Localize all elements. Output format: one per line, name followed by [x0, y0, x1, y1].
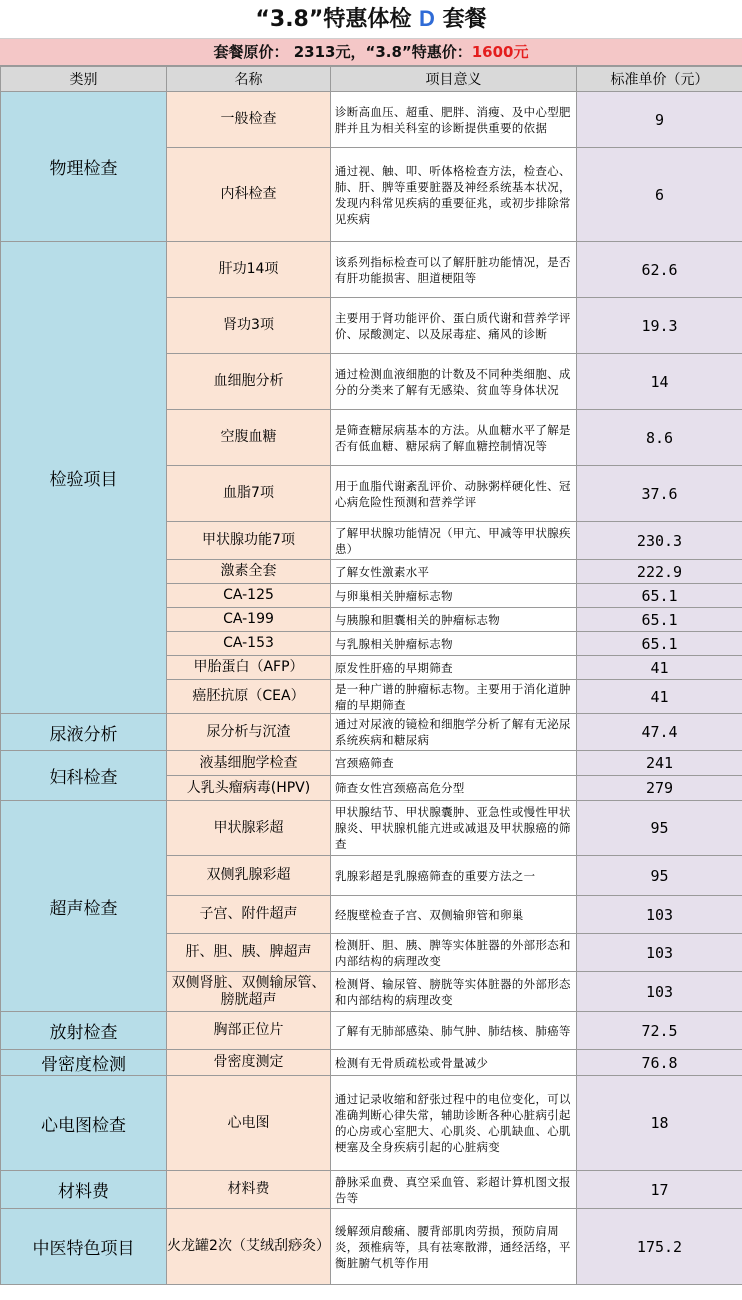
- item-price-cell: 47.4: [577, 714, 742, 751]
- item-name-cell: 激素全套: [167, 560, 331, 584]
- table-row: [1, 92, 742, 148]
- table-row: [1, 1012, 742, 1050]
- item-meaning-cell: 检测有无骨质疏松或骨量减少: [331, 1050, 577, 1076]
- item-name-cell: 血细胞分析: [167, 354, 331, 410]
- title-package-letter: D: [419, 6, 435, 31]
- item-meaning-cell: 与卵巢相关肿瘤标志物: [331, 584, 577, 608]
- item-meaning-cell: 了解甲状腺功能情况（甲亢、甲减等甲状腺疾患）: [331, 522, 577, 560]
- item-name-cell: CA-125: [167, 584, 331, 608]
- item-meaning-cell: 了解女性激素水平: [331, 560, 577, 584]
- item-meaning-cell: 经腹壁检查子宫、双侧输卵管和卵巢: [331, 896, 577, 934]
- item-price-cell: 65.1: [577, 632, 742, 656]
- item-price-cell: 8.6: [577, 410, 742, 466]
- price-summary: [0, 39, 742, 66]
- item-price-cell: 65.1: [577, 608, 742, 632]
- category-cell: 骨密度检测: [1, 1050, 167, 1076]
- table-row: [1, 751, 742, 776]
- item-price-cell: 62.6: [577, 242, 742, 298]
- item-meaning-cell: 宫颈癌筛查: [331, 751, 577, 776]
- item-name-cell: 子宫、附件超声: [167, 896, 331, 934]
- item-price-cell: 19.3: [577, 298, 742, 354]
- item-meaning-cell: 缓解颈肩酸痛、腰背部肌肉劳损，预防肩周炎，颈椎病等，具有祛寒散滞，通经活络，平衡脏腑气机等作用: [331, 1209, 577, 1285]
- category-cell: 妇科检查: [1, 751, 167, 801]
- item-meaning-cell: 通过检测血液细胞的计数及不同种类细胞、成分的分类来了解有无感染、贫血等身体状况: [331, 354, 577, 410]
- item-meaning-cell: 原发性肝癌的早期筛查: [331, 656, 577, 680]
- item-meaning-cell: 了解有无肺部感染、肺气肿、肺结核、肺癌等: [331, 1012, 577, 1050]
- package-table: [0, 66, 742, 1285]
- table-row: [1, 714, 742, 751]
- item-price-cell: 103: [577, 934, 742, 972]
- item-name-cell: 甲状腺功能7项: [167, 522, 331, 560]
- item-name-cell: 人乳头瘤病毒(HPV): [167, 776, 331, 801]
- item-price-cell: 103: [577, 972, 742, 1012]
- item-price-cell: 41: [577, 656, 742, 680]
- item-price-cell: 103: [577, 896, 742, 934]
- item-price-cell: 72.5: [577, 1012, 742, 1050]
- item-price-cell: 279: [577, 776, 742, 801]
- table-header-row: [1, 67, 742, 92]
- item-meaning-cell: 筛查女性宫颈癌高危分型: [331, 776, 577, 801]
- item-meaning-cell: 与胰腺和胆囊相关的肿瘤标志物: [331, 608, 577, 632]
- category-cell: 材料费: [1, 1171, 167, 1209]
- table-row: [1, 801, 742, 856]
- item-name-cell: 一般检查: [167, 92, 331, 148]
- item-meaning-cell: 检测肝、胆、胰、脾等实体脏器的外部形态和内部结构的病理改变: [331, 934, 577, 972]
- item-meaning-cell: 主要用于肾功能评价、蛋白质代谢和营养学评价、尿酸测定、以及尿毒症、痛风的诊断: [331, 298, 577, 354]
- table-row: [1, 242, 742, 298]
- item-price-cell: 241: [577, 751, 742, 776]
- item-meaning-cell: 是一种广谱的肿瘤标志物。主要用于消化道肿瘤的早期筛查: [331, 680, 577, 714]
- item-price-cell: 18: [577, 1076, 742, 1171]
- item-price-cell: 95: [577, 856, 742, 896]
- category-cell: 放射检查: [1, 1012, 167, 1050]
- table-row: [1, 1076, 742, 1171]
- table-row: [1, 1171, 742, 1209]
- item-meaning-cell: 静脉采血费、真空采血管、彩超计算机图文报告等: [331, 1171, 577, 1209]
- table-body: [1, 92, 742, 1285]
- item-name-cell: CA-153: [167, 632, 331, 656]
- item-name-cell: 肾功3项: [167, 298, 331, 354]
- title-suffix: 套餐: [442, 7, 487, 32]
- item-name-cell: 胸部正位片: [167, 1012, 331, 1050]
- col-header-price: 标准单价（元）: [577, 67, 742, 92]
- item-price-cell: 37.6: [577, 466, 742, 522]
- item-name-cell: 内科检查: [167, 148, 331, 242]
- item-name-cell: 骨密度测定: [167, 1050, 331, 1076]
- item-price-cell: 175.2: [577, 1209, 742, 1285]
- col-header-meaning: 项目意义: [331, 67, 577, 92]
- item-name-cell: 材料费: [167, 1171, 331, 1209]
- item-meaning-cell: 通过视、触、叩、听体格检查方法，检查心、肺、肝、脾等重要脏器及神经系统基本状况，发现内科常见疾病的重要征兆，或初步排除常见疾病: [331, 148, 577, 242]
- item-meaning-cell: 是筛查糖尿病基本的方法。从血糖水平了解是否有低血糖、糖尿病了解血糖控制情况等: [331, 410, 577, 466]
- table-row: [1, 1050, 742, 1076]
- category-cell: 中医特色项目: [1, 1209, 167, 1285]
- item-meaning-cell: 甲状腺结节、甲状腺囊肿、亚急性或慢性甲状腺炎、甲状腺机能亢进或减退及甲状腺癌的筛查: [331, 801, 577, 856]
- item-name-cell: 火龙罐2次（艾绒刮痧灸）: [167, 1209, 331, 1285]
- item-name-cell: 血脂7项: [167, 466, 331, 522]
- item-name-cell: 肝、胆、胰、脾超声: [167, 934, 331, 972]
- promo-price: 1600元: [471, 43, 529, 61]
- item-meaning-cell: 与乳腺相关肿瘤标志物: [331, 632, 577, 656]
- item-name-cell: 双侧肾脏、双侧输尿管、膀胱超声: [167, 972, 331, 1012]
- table-row: [1, 1209, 742, 1285]
- item-name-cell: 心电图: [167, 1076, 331, 1171]
- item-price-cell: 222.9: [577, 560, 742, 584]
- item-price-cell: 76.8: [577, 1050, 742, 1076]
- category-cell: 物理检查: [1, 92, 167, 242]
- col-header-name: 名称: [167, 67, 331, 92]
- category-cell: 超声检查: [1, 801, 167, 1012]
- item-meaning-cell: 通过对尿液的镜检和细胞学分析了解有无泌尿系统疾病和糖尿病: [331, 714, 577, 751]
- item-name-cell: 空腹血糖: [167, 410, 331, 466]
- item-price-cell: 17: [577, 1171, 742, 1209]
- item-price-cell: 6: [577, 148, 742, 242]
- item-meaning-cell: 诊断高血压、超重、肥胖、消瘦、及中心型肥胖并且为相关科室的诊断提供重要的依据: [331, 92, 577, 148]
- item-name-cell: CA-199: [167, 608, 331, 632]
- item-price-cell: 41: [577, 680, 742, 714]
- item-name-cell: 尿分析与沉渣: [167, 714, 331, 751]
- item-meaning-cell: 该系列指标检查可以了解肝脏功能情况，是否有肝功能损害、胆道梗阻等: [331, 242, 577, 298]
- item-price-cell: 230.3: [577, 522, 742, 560]
- category-cell: 检验项目: [1, 242, 167, 714]
- item-price-cell: 9: [577, 92, 742, 148]
- item-name-cell: 肝功14项: [167, 242, 331, 298]
- item-name-cell: 甲状腺彩超: [167, 801, 331, 856]
- item-price-cell: 95: [577, 801, 742, 856]
- item-price-cell: 14: [577, 354, 742, 410]
- item-name-cell: 甲胎蛋白（AFP）: [167, 656, 331, 680]
- page-title: [0, 0, 742, 39]
- category-cell: 尿液分析: [1, 714, 167, 751]
- original-price-label: 套餐原价： 2313元，“3.8”特惠价：: [213, 43, 472, 61]
- item-name-cell: 癌胚抗原（CEA）: [167, 680, 331, 714]
- item-meaning-cell: 检测肾、输尿管、膀胱等实体脏器的外部形态和内部结构的病理改变: [331, 972, 577, 1012]
- item-name-cell: 双侧乳腺彩超: [167, 856, 331, 896]
- item-meaning-cell: 乳腺彩超是乳腺癌筛查的重要方法之一: [331, 856, 577, 896]
- col-header-category: 类别: [1, 67, 167, 92]
- item-name-cell: 液基细胞学检查: [167, 751, 331, 776]
- item-price-cell: 65.1: [577, 584, 742, 608]
- category-cell: 心电图检查: [1, 1076, 167, 1171]
- title-prefix: “3.8”特惠体检: [255, 7, 412, 32]
- item-meaning-cell: 用于血脂代谢紊乱评价、动脉粥样硬化性、冠心病危险性预测和营养学评: [331, 466, 577, 522]
- item-meaning-cell: 通过记录收缩和舒张过程中的电位变化，可以准确判断心律失常，辅助诊断各种心脏病引起的心房或心室肥大、心肌炎、心肌缺血、心肌梗塞及全身疾病引起的心脏病变: [331, 1076, 577, 1171]
